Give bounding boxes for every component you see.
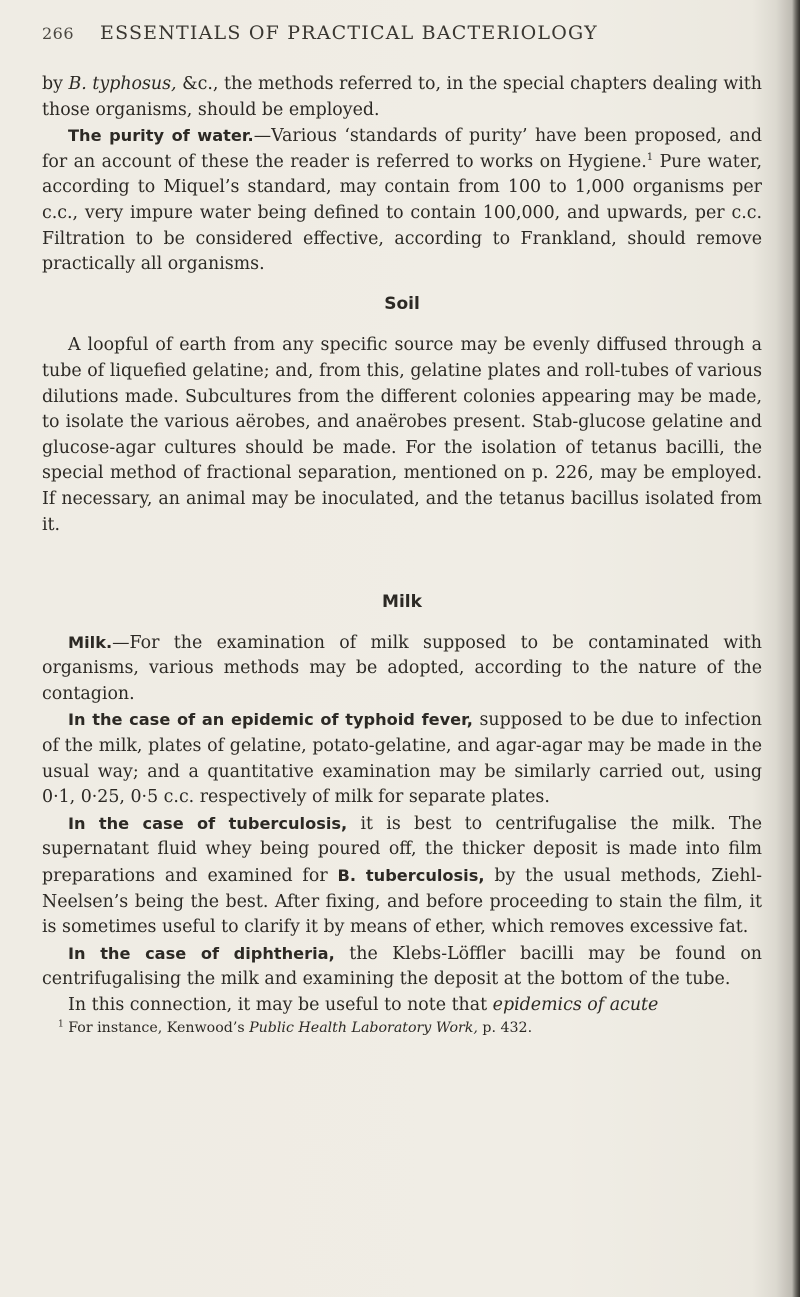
- text-run: —Various ‘standards of purity’ have been proposed, and for an account of these the reader is referred to works on Hygiene.: [42, 126, 762, 172]
- text-run: —For the examination of milk supposed to be contaminated with organisms, various methods may be adopted, according to the nature of the contagion.: [42, 632, 762, 704]
- paragraph-milk-diphtheria: [42, 941, 762, 993]
- run-in-heading: In the case of diphtheria,: [68, 943, 335, 963]
- text-run: p. 432.: [477, 1019, 533, 1036]
- run-in-heading: The purity of water.: [68, 126, 254, 146]
- footnote-number: 1: [58, 1018, 64, 1029]
- text-run: the Klebs-Löffler bacilli may be found on centrifugalising the milk and examining the deposit at the bottom of the tube.: [42, 943, 762, 990]
- organism-name: B. tuberculosis,: [337, 866, 485, 886]
- page-body: [42, 72, 762, 1037]
- page-header: [42, 24, 762, 54]
- text-run-italic: epidemics of acute: [492, 995, 659, 1015]
- text-run: &c., the methods referred to, in the special chapters dealing with those organisms, should be employed.: [42, 74, 762, 120]
- run-in-heading: In the case of an epidemic of typhoid fever,: [68, 710, 473, 730]
- paragraph-continuation: [42, 72, 762, 123]
- page-number: 266: [42, 24, 75, 43]
- footnote: [42, 1019, 762, 1037]
- organism-name: B. typhosus,: [68, 74, 177, 94]
- book-title: Public Health Laboratory Work,: [249, 1019, 478, 1036]
- paragraph-milk-typhoid: [42, 707, 762, 810]
- text-run: Pure water, according to Miquel’s standard, may contain from 100 to 1,000 organisms per c.c., very impure water being defined to contain 100,000, and upwards, per c.c. Filtration to be considered effective, according to Frankland, should remove practically all organisms.: [42, 151, 762, 275]
- footnote-marker[interactable]: 1: [646, 151, 654, 163]
- section-heading-milk: Milk: [382, 592, 422, 613]
- section-heading-soil: Soil: [384, 293, 420, 314]
- run-in-heading: In the case of tuberculosis,: [68, 813, 348, 833]
- paragraph-milk-tuberculosis: [42, 811, 762, 941]
- text-run: by the usual methods, Ziehl-Neelsen’s being the best. After fixing, and before proceeding to stain the film, it is sometimes useful to clarify it by means of ether, which removes excessive fat.: [42, 866, 763, 938]
- text-run: supposed to be due to infection of the milk, plates of gelatine, potato-gelatine, and agar-agar may be made in the usual way; and a quantitative examination may be similarly carried out, using 0·1, 0·25, 0·5 c.c. respectively of milk for separate plates.: [42, 710, 762, 808]
- text-run: For instance, Kenwood’s: [63, 1019, 250, 1036]
- paragraph-soil: A loopful of earth from any specific source may be evenly diffused through a tube of liquefied gelatine; and, from this, gelatine plates and roll-tubes of various dilutions made. Subcultures from the different colonies appearing may be made, to isolate the various aërobes, and anaërobes present. Stab-glucose gelatine and glucose-agar cultures should be made. For the isolation of tetanus bacilli, the special method of fractional separation, mentioned on p. 226, may be employed. If necessary, an animal may be inoculated, and the tetanus bacillus isolated from it.: [42, 335, 762, 535]
- paragraph-water-purity: [42, 123, 762, 278]
- page-edge-shadow: [792, 0, 800, 1297]
- text-run: it is best to centrifugalise the milk. The supernatant fluid whey being poured off, the thicker deposit is made into film preparations and examined for: [42, 813, 762, 887]
- running-head: ESSENTIALS OF PRACTICAL BACTERIOLOGY: [100, 22, 598, 44]
- text-run: In this connection, it may be useful to note that: [68, 995, 493, 1015]
- paragraph-connection: [42, 993, 762, 1019]
- text-run: by: [42, 74, 69, 94]
- paragraph-milk-intro: [42, 630, 762, 708]
- run-in-heading: Milk.: [68, 632, 113, 652]
